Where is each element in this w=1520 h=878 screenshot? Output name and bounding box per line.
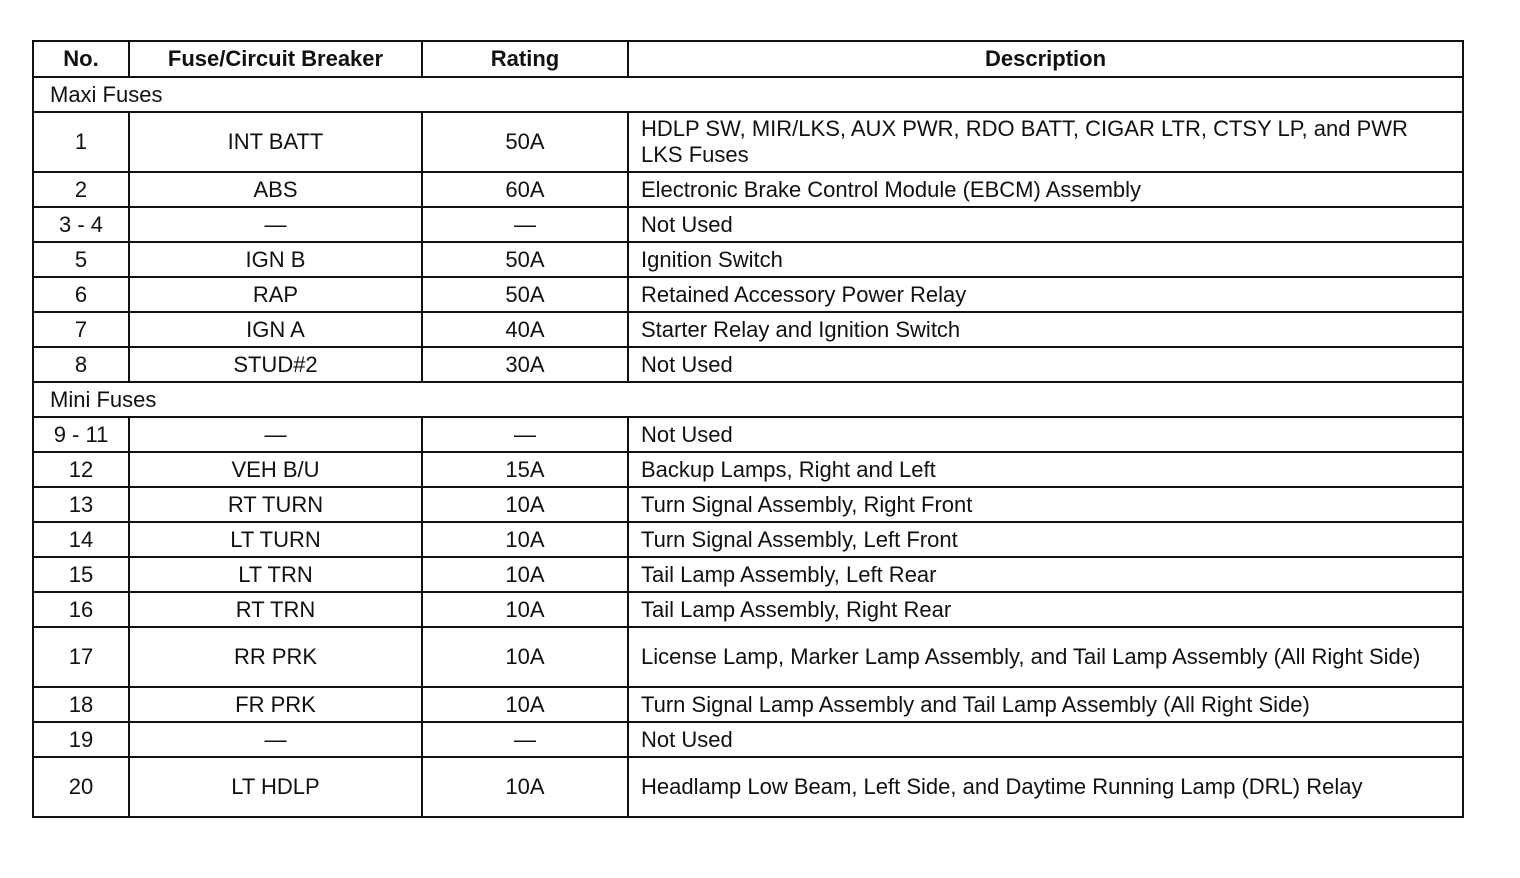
cell-description: Turn Signal Assembly, Left Front — [628, 522, 1463, 557]
cell-no: 20 — [33, 757, 129, 817]
cell-rating: 40A — [422, 312, 628, 347]
cell-no: 8 — [33, 347, 129, 382]
cell-rating: 10A — [422, 487, 628, 522]
cell-description: Retained Accessory Power Relay — [628, 277, 1463, 312]
section-row — [33, 382, 1463, 417]
cell-description: Starter Relay and Ignition Switch — [628, 312, 1463, 347]
header-description: Description — [628, 41, 1463, 77]
cell-description: Electronic Brake Control Module (EBCM) Assembly — [628, 172, 1463, 207]
cell-description: Headlamp Low Beam, Left Side, and Daytime Running Lamp (DRL) Relay — [628, 757, 1463, 817]
cell-fuse: INT BATT — [129, 112, 422, 172]
table-row — [33, 627, 1463, 687]
cell-rating: — — [422, 417, 628, 452]
cell-fuse: LT TRN — [129, 557, 422, 592]
cell-description: License Lamp, Marker Lamp Assembly, and Tail Lamp Assembly (All Right Side) — [628, 627, 1463, 687]
table-row — [33, 112, 1463, 172]
cell-no: 7 — [33, 312, 129, 347]
cell-description: Tail Lamp Assembly, Right Rear — [628, 592, 1463, 627]
cell-no: 18 — [33, 687, 129, 722]
cell-no: 1 — [33, 112, 129, 172]
cell-rating: 10A — [422, 557, 628, 592]
cell-description: Not Used — [628, 722, 1463, 757]
cell-rating: — — [422, 207, 628, 242]
table-row — [33, 417, 1463, 452]
table-row — [33, 242, 1463, 277]
cell-rating: 10A — [422, 522, 628, 557]
header-row — [33, 41, 1463, 77]
cell-no: 2 — [33, 172, 129, 207]
table-row — [33, 452, 1463, 487]
cell-description: Backup Lamps, Right and Left — [628, 452, 1463, 487]
cell-fuse: LT TURN — [129, 522, 422, 557]
table-row — [33, 172, 1463, 207]
cell-no: 6 — [33, 277, 129, 312]
section-title: Mini Fuses — [33, 382, 1463, 417]
table-row — [33, 757, 1463, 817]
cell-no: 19 — [33, 722, 129, 757]
section-title: Maxi Fuses — [33, 77, 1463, 112]
cell-fuse: VEH B/U — [129, 452, 422, 487]
table-row — [33, 487, 1463, 522]
cell-rating: 60A — [422, 172, 628, 207]
cell-fuse: RT TRN — [129, 592, 422, 627]
table-row — [33, 687, 1463, 722]
section-row — [33, 77, 1463, 112]
table-body — [33, 77, 1463, 817]
cell-description: Not Used — [628, 207, 1463, 242]
cell-no: 9 - 11 — [33, 417, 129, 452]
cell-rating: 50A — [422, 277, 628, 312]
table-row — [33, 522, 1463, 557]
cell-no: 14 — [33, 522, 129, 557]
table-row — [33, 722, 1463, 757]
cell-no: 17 — [33, 627, 129, 687]
cell-no: 12 — [33, 452, 129, 487]
header-rating: Rating — [422, 41, 628, 77]
cell-description: Ignition Switch — [628, 242, 1463, 277]
cell-rating: 30A — [422, 347, 628, 382]
cell-rating: 10A — [422, 757, 628, 817]
cell-rating: 10A — [422, 627, 628, 687]
cell-fuse: — — [129, 417, 422, 452]
cell-rating: 50A — [422, 242, 628, 277]
table-row — [33, 312, 1463, 347]
cell-fuse: RR PRK — [129, 627, 422, 687]
cell-rating: 50A — [422, 112, 628, 172]
cell-description: Turn Signal Lamp Assembly and Tail Lamp Assembly (All Right Side) — [628, 687, 1463, 722]
cell-rating: 10A — [422, 687, 628, 722]
table-row — [33, 557, 1463, 592]
cell-fuse: LT HDLP — [129, 757, 422, 817]
cell-rating: 10A — [422, 592, 628, 627]
table-row — [33, 277, 1463, 312]
cell-no: 5 — [33, 242, 129, 277]
cell-rating: — — [422, 722, 628, 757]
fuse-table — [32, 40, 1464, 818]
cell-no: 16 — [33, 592, 129, 627]
cell-fuse: STUD#2 — [129, 347, 422, 382]
cell-description: Not Used — [628, 347, 1463, 382]
cell-fuse: RT TURN — [129, 487, 422, 522]
cell-fuse: — — [129, 722, 422, 757]
cell-description: Tail Lamp Assembly, Left Rear — [628, 557, 1463, 592]
header-no: No. — [33, 41, 129, 77]
cell-fuse: FR PRK — [129, 687, 422, 722]
cell-description: Not Used — [628, 417, 1463, 452]
cell-description: Turn Signal Assembly, Right Front — [628, 487, 1463, 522]
cell-no: 3 - 4 — [33, 207, 129, 242]
cell-no: 13 — [33, 487, 129, 522]
cell-fuse: IGN A — [129, 312, 422, 347]
cell-fuse: IGN B — [129, 242, 422, 277]
cell-fuse: — — [129, 207, 422, 242]
table-row — [33, 347, 1463, 382]
cell-fuse: ABS — [129, 172, 422, 207]
cell-no: 15 — [33, 557, 129, 592]
cell-fuse: RAP — [129, 277, 422, 312]
table-row — [33, 207, 1463, 242]
header-fuse: Fuse/Circuit Breaker — [129, 41, 422, 77]
table-row — [33, 592, 1463, 627]
cell-rating: 15A — [422, 452, 628, 487]
cell-description: HDLP SW, MIR/LKS, AUX PWR, RDO BATT, CIGAR LTR, CTSY LP, and PWR LKS Fuses — [628, 112, 1463, 172]
